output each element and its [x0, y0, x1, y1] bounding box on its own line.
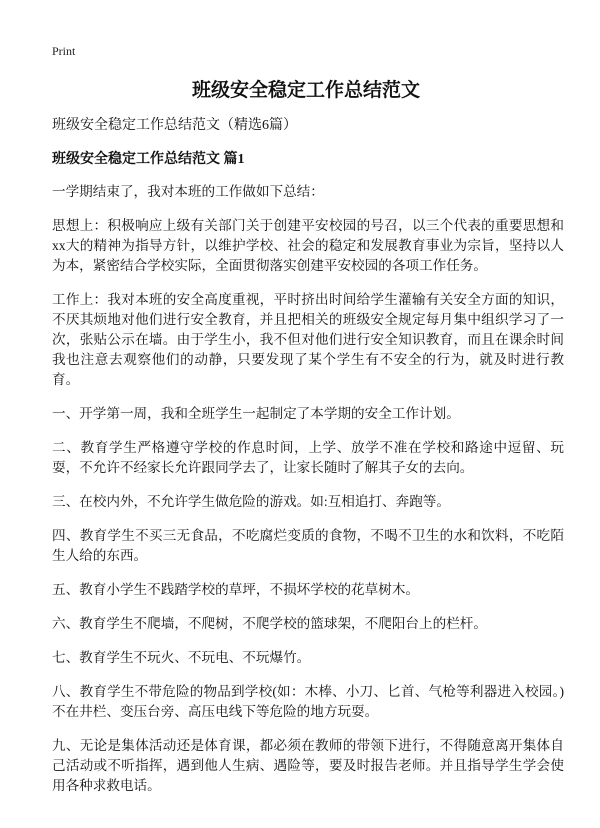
- paragraph: 二、教育学生严格遵守学校的作息时间，上学、放学不准在学校和路途中逗留、玩耍，不允许不经家长允许跟同学去了，让家长随时了解其子女的去向。: [52, 440, 564, 475]
- paragraph: 五、教育小学生不践踏学校的草坪，不损坏学校的花草树木。: [52, 582, 420, 597]
- paragraph: 工作上：我对本班的安全高度重视，平时挤出时间给学生灌输有关安全方面的知识，不厌其烦地对他们进行安全教育，并且把相关的班级安全规定每月集中组织学习了一次，张贴公示在墙。由于学生小，我不但对他们进行安全知识教育，而且在课余时间我也注意去观察他们的动静，只要发现了某个学生有不安全的行为，就及时进行教育。: [52, 292, 564, 387]
- document-subtitle: 班级安全稳定工作总结范文（精选6篇）: [52, 118, 297, 133]
- paragraph: 七、教育学生不玩火、不玩电、不玩爆竹。: [52, 650, 311, 665]
- paragraph: 六、教育学生不爬墙，不爬树，不爬学校的篮球架，不爬阳台上的栏杆。: [52, 616, 487, 631]
- paragraph: 一、开学第一周，我和全班学生一起制定了本学期的安全工作计划。: [52, 406, 460, 421]
- paragraph: 三、在校内外，不允许学生做危险的游戏。如:互相追打、奔跑等。: [52, 494, 450, 509]
- document-title: 班级安全稳定工作总结范文: [191, 80, 420, 101]
- paragraph: 八、教育学生不带危险的物品到学校(如：木棒、小刀、匕首、气枪等利器进入校园。)不在井栏、变压台旁、高压电线下等危险的地方玩耍。: [52, 684, 564, 719]
- section-heading: 班级安全稳定工作总结范文 篇1: [52, 152, 245, 167]
- print-link[interactable]: Print: [52, 44, 76, 58]
- paragraph: 思想上：积极响应上级有关部门关于创建平安校园的号召，以三个代表的重要思想和xx大的精神为指导方针，以维护学校、社会的稳定和发展教育事业为宗旨，坚持以人为本，紧密结合学校实际，全面贯彻落实创建平安校园的各项工作任务。: [52, 218, 564, 273]
- paragraph: 九、无论是集体活动还是体育课，都必须在教师的带领下进行，不得随意离开集体自己活动或不听指挥，遇到他人生病、遇险等，要及时报告老师。并且指导学生学会使用各种求救电话。: [52, 738, 564, 793]
- paragraph: 一学期结束了，我对本班的工作做如下总结：: [52, 184, 324, 199]
- paragraph: 四、教育学生不买三无食品，不吃腐烂变质的食物，不喝不卫生的水和饮料，不吃陌生人给的东西。: [52, 528, 564, 563]
